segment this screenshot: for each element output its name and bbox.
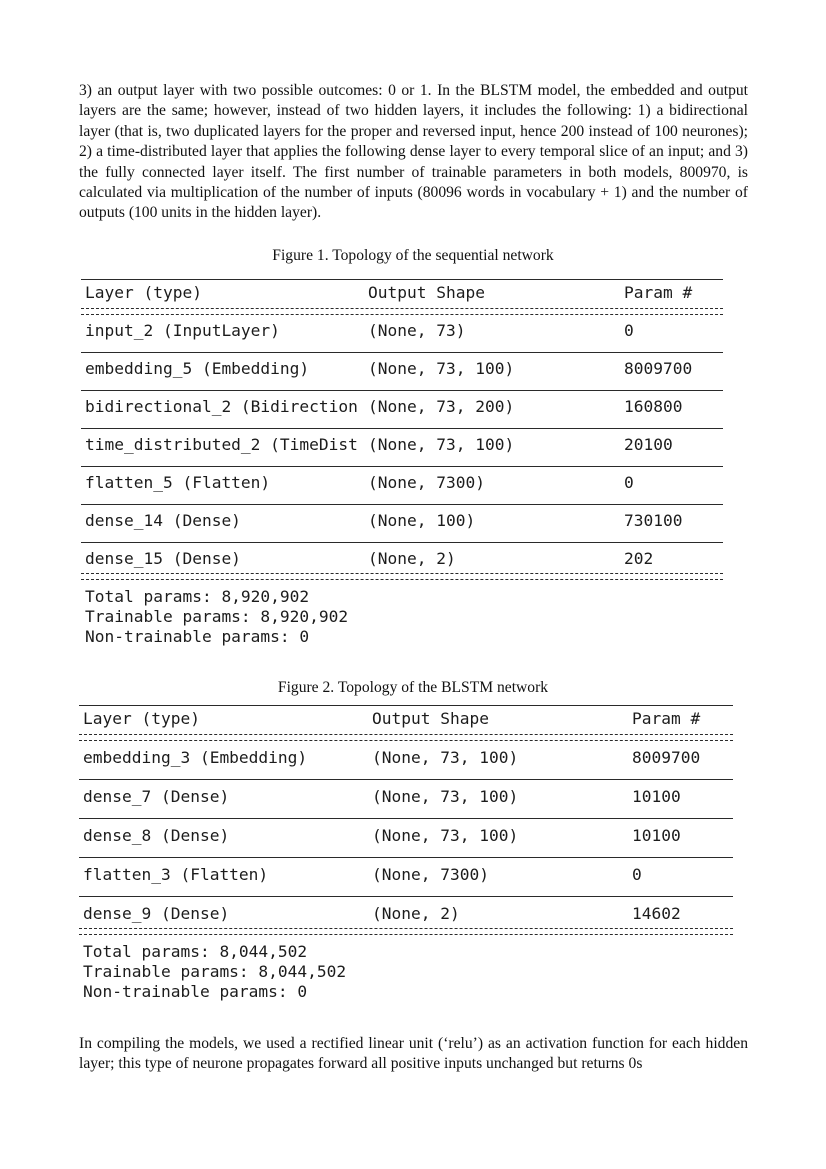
layer-name: dense_9 (Dense) <box>83 904 230 923</box>
rule <box>79 857 733 858</box>
rule <box>79 779 733 780</box>
trainable-params: Trainable params: 8,044,502 <box>83 962 347 981</box>
header-layer: Layer (type) <box>85 283 202 302</box>
header-row <box>79 708 733 730</box>
layer-name: dense_8 (Dense) <box>83 826 230 845</box>
table-row <box>81 396 723 418</box>
table-row <box>79 825 733 847</box>
table-row <box>79 747 733 769</box>
rule <box>81 542 723 543</box>
rule <box>81 504 723 505</box>
layer-name: dense_7 (Dense) <box>83 787 230 806</box>
output-shape: (None, 2) <box>372 904 460 923</box>
output-shape: (None, 73, 200) <box>368 397 515 416</box>
header-param: Param # <box>624 283 693 302</box>
figure1-caption: Figure 1. Topology of the sequential network <box>272 247 554 264</box>
total-params: Total params: 8,044,502 <box>83 942 308 961</box>
param-count: 0 <box>624 473 634 492</box>
param-count: 10100 <box>632 787 681 806</box>
double-rule <box>81 573 723 580</box>
non-trainable-params: Non-trainable params: 0 <box>83 982 308 1001</box>
param-count: 8009700 <box>632 748 701 767</box>
layer-name: flatten_5 (Flatten) <box>85 473 271 492</box>
double-rule <box>79 928 733 935</box>
output-shape: (None, 100) <box>368 511 476 530</box>
param-count: 10100 <box>632 826 681 845</box>
trainable-params: Trainable params: 8,920,902 <box>85 607 349 626</box>
table-row <box>81 510 723 532</box>
table-row <box>79 903 733 925</box>
param-count: 160800 <box>624 397 683 416</box>
table-row <box>81 434 723 456</box>
output-shape: (None, 73, 100) <box>372 826 519 845</box>
header-layer: Layer (type) <box>83 709 200 728</box>
layer-name: flatten_3 (Flatten) <box>83 865 269 884</box>
layer-name: bidirectional_2 (Bidirection <box>85 397 358 416</box>
rule <box>81 390 723 391</box>
header-param: Param # <box>632 709 701 728</box>
output-shape: (None, 73, 100) <box>368 359 515 378</box>
layer-name: input_2 (InputLayer) <box>85 321 280 340</box>
param-count: 0 <box>632 865 642 884</box>
layer-name: embedding_5 (Embedding) <box>85 359 310 378</box>
layer-name: time_distributed_2 (TimeDist <box>85 435 358 454</box>
output-shape: (None, 73) <box>368 321 466 340</box>
layer-name: embedding_3 (Embedding) <box>83 748 308 767</box>
rule <box>79 896 733 897</box>
output-shape: (None, 73, 100) <box>372 748 519 767</box>
paragraph-bottom: In compiling the models, we used a rectified linear unit (‘relu’) as an activation function for each hidden layer; this type of neurone propagates forward all positive inputs unchanged but returns 0s <box>79 1035 748 1073</box>
param-count: 20100 <box>624 435 673 454</box>
rule <box>79 818 733 819</box>
table-row <box>79 786 733 808</box>
param-count: 8009700 <box>624 359 693 378</box>
output-shape: (None, 2) <box>368 549 456 568</box>
figure2-model-summary <box>79 705 733 1005</box>
header-output-shape: Output Shape <box>372 709 489 728</box>
header-row <box>81 282 723 304</box>
non-trainable-params: Non-trainable params: 0 <box>85 627 310 646</box>
param-count: 0 <box>624 321 634 340</box>
rule <box>81 466 723 467</box>
param-count: 730100 <box>624 511 683 530</box>
table-row <box>81 472 723 494</box>
output-shape: (None, 73, 100) <box>368 435 515 454</box>
table-row <box>79 864 733 886</box>
paragraph-top: 3) an output layer with two possible outcomes: 0 or 1. In the BLSTM model, the embedded and output layers are the same; however, instead of two hidden layers, it includes the following: 1) a bidirectional layer (that is, two duplicated layers for the proper and reversed input, hence 200 instead of 100 neurones); 2) a time-distributed layer that applies the following dense layer to every temporal slice of an input; and 3) the fully connected layer itself. The first number of trainable parameters in both models, 800970, is calculated via multiplication of the number of inputs (80096 words in vocabulary + 1) and the number of outputs (100 units in the hidden layer). <box>79 82 748 222</box>
figure1-model-summary <box>81 279 723 649</box>
output-shape: (None, 73, 100) <box>372 787 519 806</box>
rule <box>81 428 723 429</box>
param-count: 202 <box>624 549 654 568</box>
header-output-shape: Output Shape <box>368 283 485 302</box>
double-rule <box>81 308 723 315</box>
total-params: Total params: 8,920,902 <box>85 587 310 606</box>
param-count: 14602 <box>632 904 681 923</box>
table-row <box>81 548 723 570</box>
table-row <box>81 320 723 342</box>
rule <box>79 705 733 706</box>
layer-name: dense_15 (Dense) <box>85 549 241 568</box>
output-shape: (None, 7300) <box>372 865 489 884</box>
double-rule <box>79 734 733 741</box>
figure2-caption: Figure 2. Topology of the BLSTM network <box>277 679 549 696</box>
layer-name: dense_14 (Dense) <box>85 511 241 530</box>
rule <box>81 352 723 353</box>
output-shape: (None, 7300) <box>368 473 485 492</box>
rule <box>81 279 723 280</box>
table-row <box>81 358 723 380</box>
